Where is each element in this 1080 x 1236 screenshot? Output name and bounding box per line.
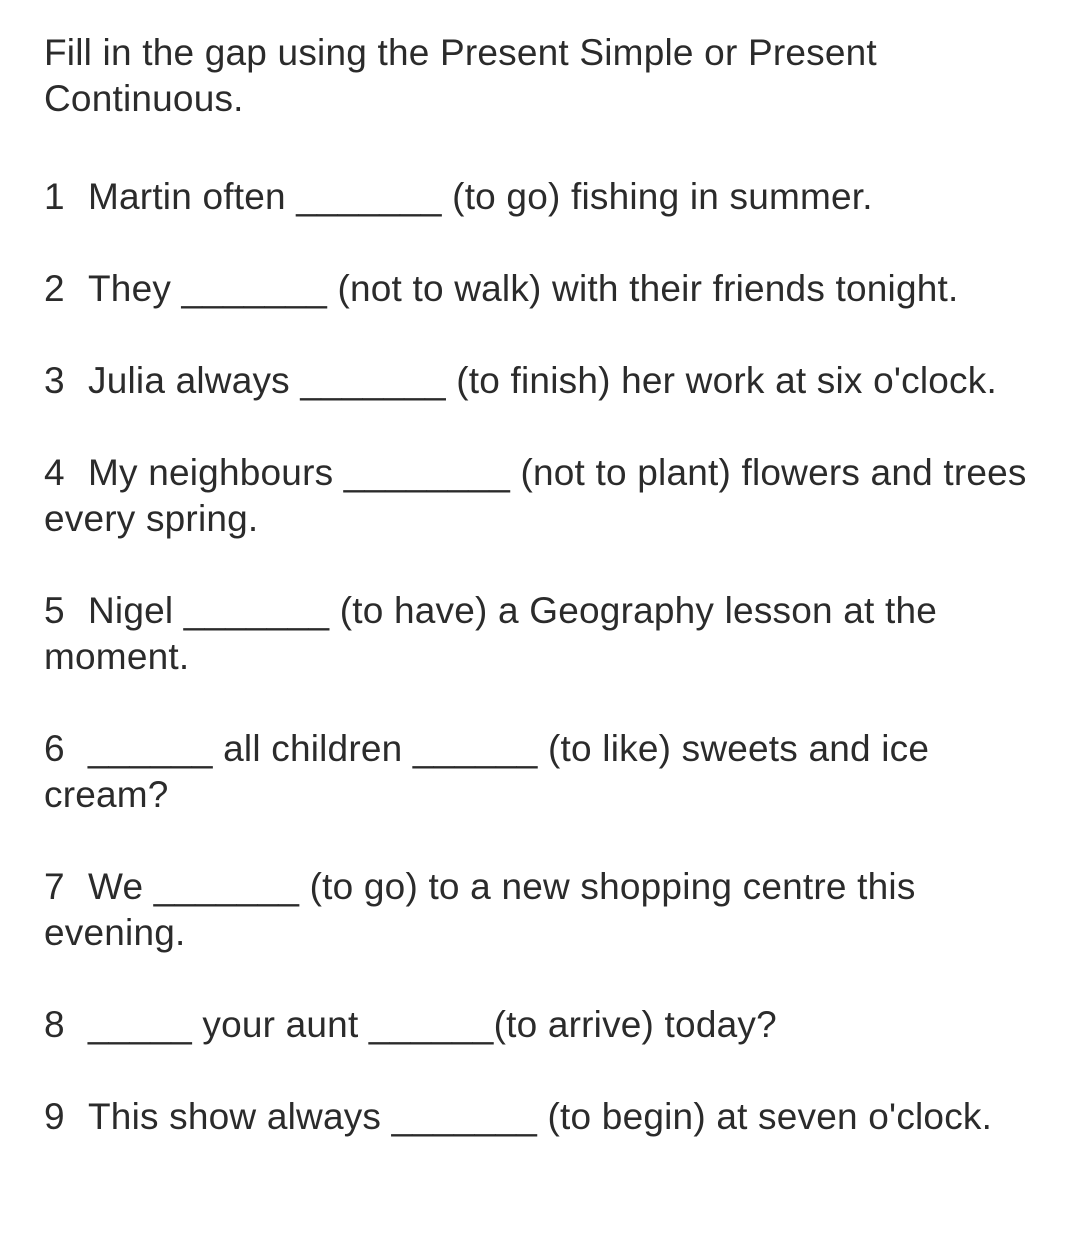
- exercise-sentence: Nigel _______ (to have) a Geography lesson at the moment.: [44, 590, 938, 677]
- exercise-sentence: _____ your aunt ______(to arrive) today?: [88, 1004, 777, 1045]
- exercise-number: 7: [44, 866, 65, 907]
- worksheet: [44, 30, 1054, 1140]
- exercise-item-5: [44, 588, 1054, 680]
- exercise-sentence: We _______ (to go) to a new shopping centre this evening.: [44, 866, 916, 953]
- instructions-text: Fill in the gap using the Present Simple or Present Continuous.: [44, 32, 877, 119]
- exercise-number: 2: [44, 268, 65, 309]
- exercise-number: 5: [44, 590, 65, 631]
- exercise-sentence: Martin often _______ (to go) fishing in summer.: [88, 176, 873, 217]
- exercise-sentence: They _______ (not to walk) with their friends tonight.: [88, 268, 959, 309]
- exercise-item-6: [44, 726, 1054, 818]
- exercise-item-9: [44, 1094, 1054, 1140]
- exercise-sentence: My neighbours ________ (not to plant) flowers and trees every spring.: [44, 452, 1027, 539]
- exercise-number: 4: [44, 452, 65, 493]
- exercise-number: 8: [44, 1004, 65, 1045]
- exercise-number: 6: [44, 728, 65, 769]
- exercise-sentence: ______ all children ______ (to like) sweets and ice cream?: [44, 728, 930, 815]
- exercise-number: 3: [44, 360, 65, 401]
- exercise-item-2: [44, 266, 1054, 312]
- exercise-sentence: Julia always _______ (to finish) her work at six o'clock.: [88, 360, 997, 401]
- exercise-item-7: [44, 864, 1054, 956]
- exercise-item-3: [44, 358, 1054, 404]
- exercise-list: [44, 174, 1054, 1140]
- exercise-number: 1: [44, 176, 65, 217]
- exercise-item-8: [44, 1002, 1054, 1048]
- exercise-sentence: This show always _______ (to begin) at seven o'clock.: [88, 1096, 993, 1137]
- exercise-number: 9: [44, 1096, 65, 1137]
- exercise-item-4: [44, 450, 1054, 542]
- exercise-item-1: [44, 174, 1054, 220]
